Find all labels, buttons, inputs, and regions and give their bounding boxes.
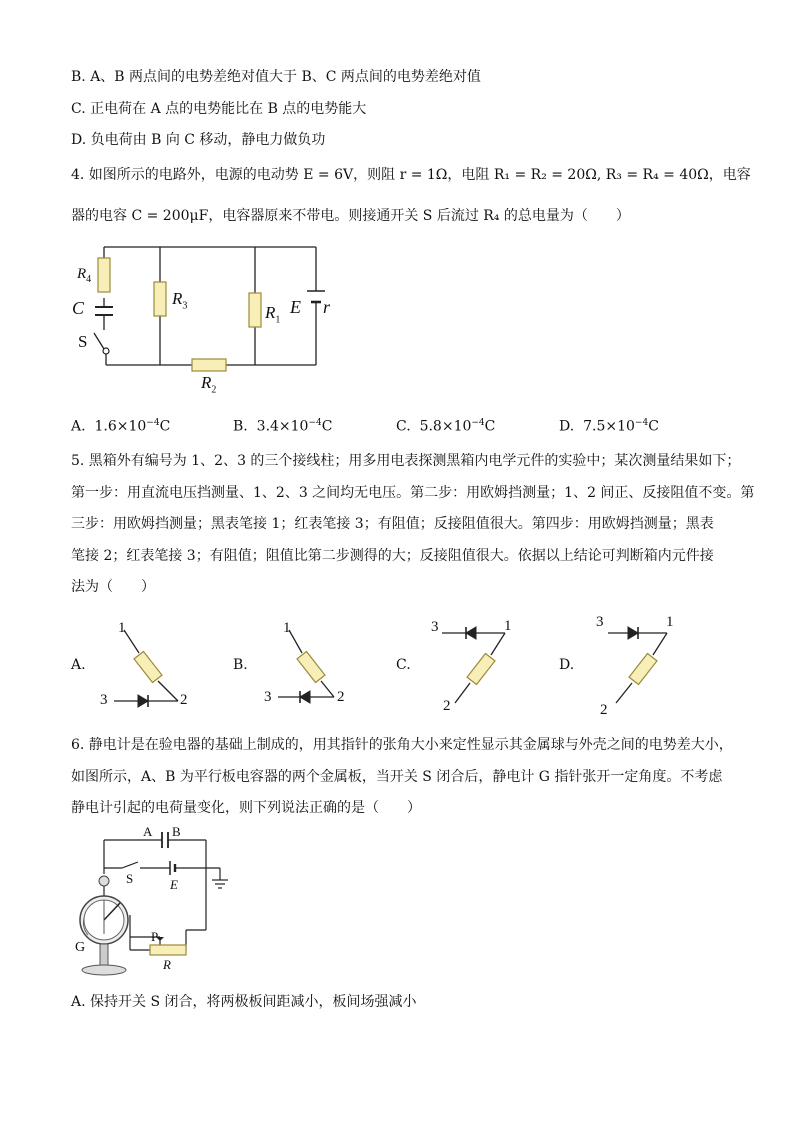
q5-d-node3: 3	[596, 614, 604, 630]
q5-option-b-letter: B.	[233, 657, 248, 673]
q5-a-node1: 1	[118, 620, 126, 636]
q6-label-b: B	[172, 824, 181, 839]
q5-stem-line4: 笔接 2；红表笔接 3；有阻值；阻值比第二步测得的大；反接阻值很大。依据以上结论可判断箱内元件接	[71, 548, 714, 564]
q4-label-c: C	[72, 298, 85, 318]
q4-option-d: D. $7.5\times 10^{-4}C$	[559, 418, 659, 435]
q6-stem-line2: 如图所示，A、B 为平行板电容器的两个金属板，当开关 S 闭合后，静电计 G 指针张开一定角度。不考虑	[71, 769, 723, 785]
q5-b-node3: 3	[264, 689, 272, 705]
q5-option-a-letter: A.	[71, 657, 86, 673]
q5-stem-line5: 法为（ ）	[71, 579, 155, 595]
q5-a-node2: 2	[180, 692, 188, 708]
q4-label-r4: $R_4$	[77, 266, 92, 285]
q4-label-r1: $R_1$	[265, 303, 281, 326]
q5-c-node1: 1	[504, 618, 512, 634]
q4-label-r: r	[323, 297, 331, 317]
q6-stem-line3: 静电计引起的电荷量变化，则下列说法正确的是（ ）	[71, 800, 421, 816]
q4-stem-line2: 器的电容 C = 200μF，电容器原来不带电。则接通开关 S 后流过 R₄ 的总电量为（ ）	[71, 208, 630, 224]
q5-option-d-letter: D.	[559, 657, 575, 673]
q5-stem-line3: 三步：用欧姆挡测量；黑表笔接 1；红表笔接 3；有阻值；反接阻值很大。第四步：用欧姆挡测量；黑表	[71, 516, 714, 532]
q6-label-s: S	[126, 871, 134, 886]
q6-label-r: R	[163, 957, 171, 972]
q6-option-a: A. 保持开关 S 闭合，将两极板间距减小，板间场强减小	[71, 994, 417, 1010]
q3-option-c: C. 正电荷在 A 点的电势能比在 B 点的电势能大	[71, 101, 367, 117]
q6-label-a: A	[143, 824, 153, 839]
q4-option-a: A. $1.6\times 10^{-4}C$	[71, 418, 171, 435]
q4-label-r2: $R_2$	[201, 373, 217, 396]
q5-stem-line2: 第一步：用直流电压挡测量、1、2、3 之间均无电压。第二步：用欧姆挡测量；1、2 间正、反接阻值不变。第	[71, 485, 755, 501]
q5-c-node2: 2	[443, 698, 451, 714]
q6-label-e: E	[170, 877, 178, 892]
q4-option-c: C. $5.8\times 10^{-4}C$	[396, 418, 496, 435]
q4-label-e: E	[290, 297, 301, 317]
q4-option-b: B. $3.4\times 10^{-4}C$	[233, 418, 333, 435]
q5-b-node2: 2	[337, 689, 345, 705]
q3-option-b: B. A、B 两点间的电势差绝对值大于 B、C 两点间的电势差绝对值	[71, 69, 481, 85]
q4-label-s: S	[78, 332, 88, 351]
q5-d-node2: 2	[600, 702, 608, 718]
q4-label-r3: $R_3$	[172, 289, 188, 312]
q5-stem-line1: 5. 黑箱外有编号为 1、2、3 的三个接线柱；用多用电表探测黑箱内电学元件的实验中；某次测量结果如下；	[71, 453, 741, 469]
q5-a-node3: 3	[100, 692, 108, 708]
q6-label-g: G	[75, 940, 86, 955]
q5-option-c-letter: C.	[396, 657, 411, 673]
q6-stem-line1: 6. 静电计是在验电器的基础上制成的，用其指针的张角大小来定性显示其金属球与外壳之间的电势差大小，	[71, 737, 733, 753]
q5-b-node1: 1	[283, 620, 291, 636]
q5-c-node3: 3	[431, 619, 439, 635]
q6-label-p: P	[151, 929, 159, 944]
q3-option-d: D. 负电荷由 B 向 C 移动，静电力做负功	[71, 132, 326, 148]
q4-stem-line1: 4. 如图所示的电路外，电源的电动势 E = 6V，则阻 r = 1Ω，电阻 R₁ = R₂ = 20Ω, R₃ = R₄ = 40Ω，电容	[71, 167, 751, 183]
q5-d-node1: 1	[666, 614, 674, 630]
